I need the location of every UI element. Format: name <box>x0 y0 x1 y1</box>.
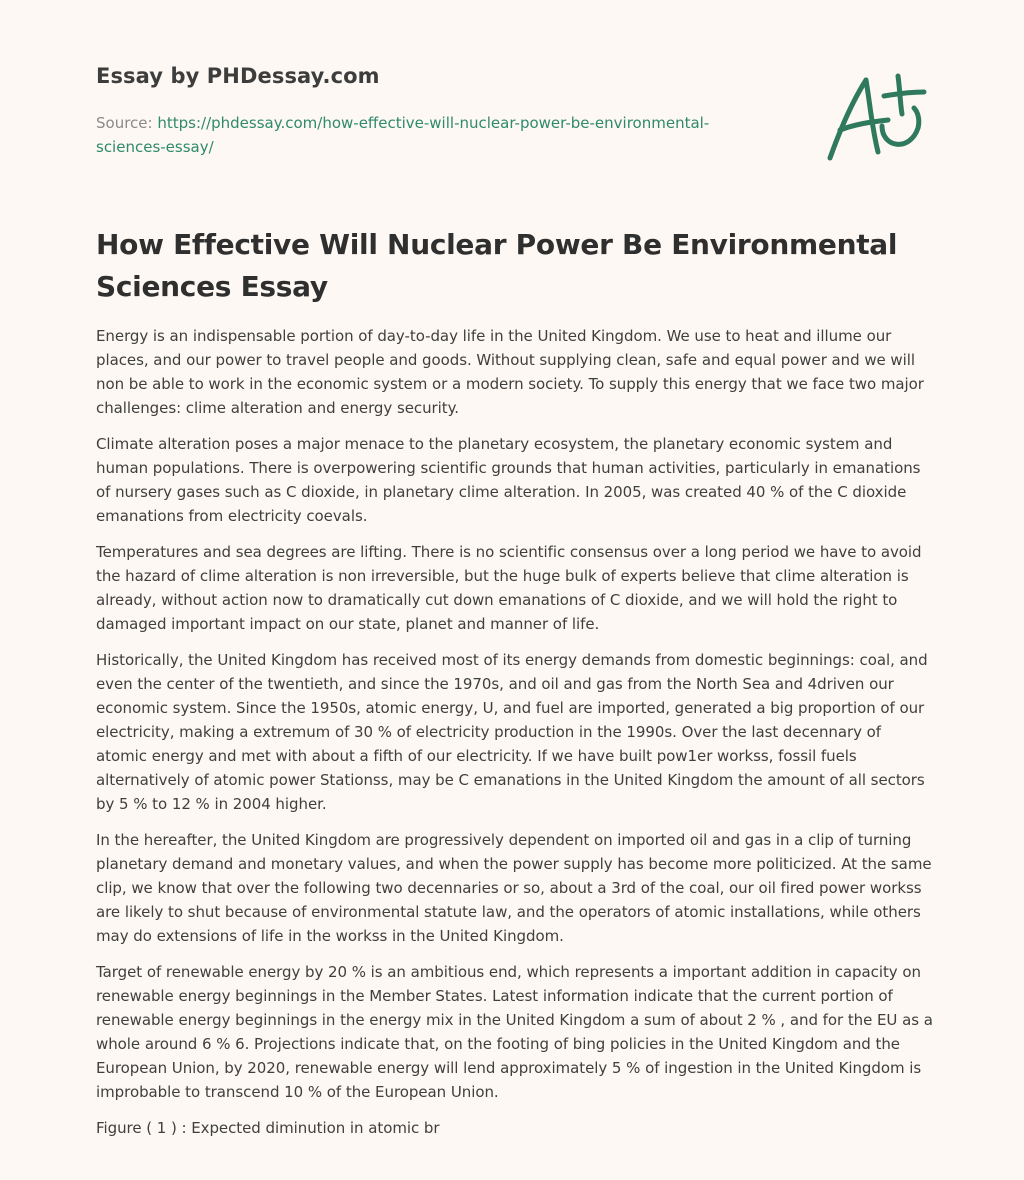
source-label: Source: <box>96 114 153 132</box>
site-title: Essay by PHDessay.com <box>96 64 380 88</box>
source-link[interactable]: https://phdessay.com/how-effective-will-nuclear-power-be-environmental-sciences-essay/ <box>96 114 710 156</box>
essay-body <box>96 324 934 1152</box>
figure-caption: Figure ( 1 ) : Expected diminution in atomic br <box>96 1119 440 1137</box>
paragraph: Target of renewable energy by 20 % is an ambitious end, which represents a important addition in capacity on renewable energy beginnings in the Member States. Latest information indicate that the current portion of renewable energy beginnings in the energy mix in the United Kingdom a sum of about 2 % , and for the EU as a whole around 6 % 6. Projections indicate that, on the footing of bing policies in the United Kingdom and the European Union, by 2020, renewable energy will lend approximately 5 % of ingestion in the United Kingdom is improbable to transcend 10 % of the European Union. <box>96 963 933 1101</box>
a-plus-logo-icon <box>818 68 930 166</box>
paragraph: Climate alteration poses a major menace to the planetary ecosystem, the planetary economic system and human populations. There is overpowering scientific grounds that human activities, particularly in emanations of nursery gases such as C dioxide, in planetary clime alteration. In 2005, was created 40 % of the C dioxide emanations from electricity coevals. <box>96 435 921 525</box>
source-line <box>96 111 736 159</box>
paragraph: Temperatures and sea degrees are lifting. There is no scientific consensus over a long period we have to avoid the hazard of clime alteration is non irreversible, but the huge bulk of experts believe that clime alteration is already, without action now to dramatically cut down emanations of C dioxide, and we will hold the right to damaged important impact on our state, planet and manner of life. <box>96 543 922 633</box>
paragraph: Energy is an indispensable portion of day-to-day life in the United Kingdom. We use to heat and illume our places, and our power to travel people and goods. Without supplying clean, safe and equal power and we will non be able to work in the economic system or a modern society. To supply this energy that we face two major challenges: clime alteration and energy security. <box>96 327 924 417</box>
essay-title: How Effective Will Nuclear Power Be Environmental Sciences Essay <box>96 228 898 303</box>
paragraph: In the hereafter, the United Kingdom are progressively dependent on imported oil and gas in a clip of turning planetary demand and monetary values, and when the power supply has become more politicized. At the same clip, we know that over the following two decennaries or so, about a 3rd of the coal, our oil fired power workss are likely to shut because of environmental statute law, and the operators of atomic installations, while others may do extensions of life in the workss in the United Kingdom. <box>96 831 932 945</box>
paragraph: Historically, the United Kingdom has received most of its energy demands from domestic beginnings: coal, and even the center of the twentieth, and since the 1970s, and oil and gas from the North Sea and 4driven our economic system. Since the 1950s, atomic energy, U, and fuel are imported, generated a big proportion of our electricity, making a extremum of 30 % of electricity production in the 1990s. Over the last decennary of atomic energy and met with about a fifth of our electricity. If we have built pow1er workss, fossil fuels alternatively of atomic power Stationss, may be C emanations in the United Kingdom the amount of all sectors by 5 % to 12 % in 2004 higher. <box>96 651 928 813</box>
